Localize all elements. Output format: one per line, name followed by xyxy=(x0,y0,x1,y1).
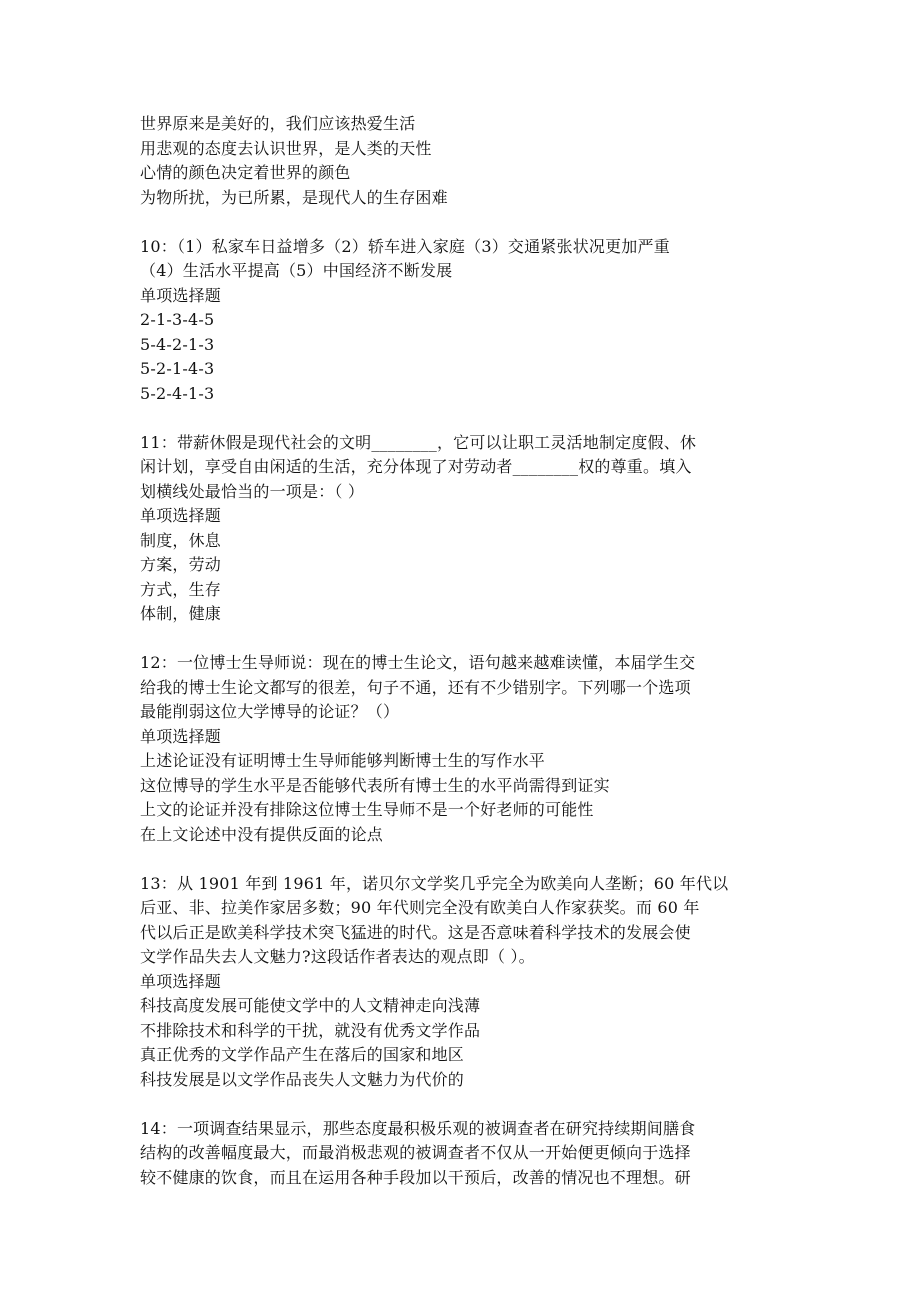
question-stem-line: 较不健康的饮食，而且在运用各种手段加以干预后，改善的情况也不理想。研 xyxy=(140,1167,691,1187)
option-line: 制度，休息 xyxy=(140,530,222,550)
question-type-label: 单项选择题 xyxy=(140,726,222,746)
option-line: 不排除技术和科学的干扰，就没有优秀文学作品 xyxy=(140,1020,481,1040)
option-line: 上文的论证并没有排除这位博士生导师不是一个好老师的可能性 xyxy=(140,800,594,819)
option-line: 2-1-3-4-5 xyxy=(140,310,215,329)
question-stem-line: 代以后正是欧美科学技术突飞猛进的时代。这是否意味着科学技术的发展会使 xyxy=(140,922,691,942)
option-line: 心情的颜色决定着世界的颜色 xyxy=(140,163,351,182)
spacer xyxy=(140,210,780,235)
option-line: 世界原来是美好的，我们应该热爱生活 xyxy=(140,114,416,133)
option-line: 上述论证没有证明博士生导师能够判断博士生的写作水平 xyxy=(140,751,546,770)
question-stem-line: 划横线处最恰当的一项是：（ ） xyxy=(140,481,365,501)
question-stem-line: 11：带薪休假是现代社会的文明________，它可以让职工灵活地制定度假、休 xyxy=(140,432,697,452)
question-stem-line: 14：一项调查结果显示，那些态度最积极乐观的被调查者在研究持续期间膳食 xyxy=(140,1118,696,1138)
option-line: 这位博导的学生水平是否能够代表所有博士生的水平尚需得到证实 xyxy=(140,775,610,795)
question-stem-line: 闲计划，享受自由闲适的生活，充分体现了对劳动者________权的尊重。填入 xyxy=(140,457,692,476)
option-line: 方式，生存 xyxy=(140,579,222,599)
option-line: 5-4-2-1-3 xyxy=(140,334,215,354)
option-line: 5-2-4-1-3 xyxy=(140,383,215,403)
question-stem-line: 给我的博士生论文都写的很差，句子不通，还有不少错别字。下列哪一个选项 xyxy=(140,677,691,697)
document-page xyxy=(140,112,780,1190)
option-line: 体制，健康 xyxy=(140,604,222,623)
spacer xyxy=(140,1092,780,1117)
option-line: 在上文论述中没有提供反面的论点 xyxy=(140,824,384,844)
question-12 xyxy=(140,651,780,847)
spacer xyxy=(140,627,780,652)
option-line: 科技高度发展可能使文学中的人文精神走向浅薄 xyxy=(140,996,481,1015)
question-type-label: 单项选择题 xyxy=(140,506,222,525)
question-type-label: 单项选择题 xyxy=(140,285,222,305)
option-line: 方案，劳动 xyxy=(140,555,222,574)
question-stem-line: 10：（1）私家车日益增多（2）轿车进入家庭（3）交通紧张状况更加严重 xyxy=(140,236,670,256)
question-stem-line: 13：从 1901 年到 1961 年，诺贝尔文学奖几乎完全为欧美向人垄断；60 年代以 xyxy=(140,873,729,893)
question-stem-line: 后亚、非、拉美作家居多数；90 年代则完全没有欧美白人作家获奖。而 60 年 xyxy=(140,898,700,917)
option-line: 用悲观的态度去认识世界，是人类的天性 xyxy=(140,138,432,158)
option-line: 5-2-1-4-3 xyxy=(140,359,215,378)
question-type-label: 单项选择题 xyxy=(140,971,222,991)
previous-question-options xyxy=(140,112,780,210)
question-11 xyxy=(140,431,780,627)
option-line: 为物所扰，为已所累，是现代人的生存困难 xyxy=(140,187,448,207)
spacer xyxy=(140,847,780,872)
question-stem-line: 12：一位博士生导师说：现在的博士生论文，语句越来越难读懂，本届学生交 xyxy=(140,653,696,672)
option-line: 科技发展是以文学作品丧失人文魅力为代价的 xyxy=(140,1069,465,1089)
question-stem-line: （4）生活水平提高（5）中国经济不断发展 xyxy=(140,261,453,280)
question-stem-line: 文学作品失去人文魅力?这段话作者表达的观点即（ ）。 xyxy=(140,947,535,966)
question-10 xyxy=(140,235,780,407)
spacer xyxy=(140,406,780,431)
option-line: 真正优秀的文学作品产生在落后的国家和地区 xyxy=(140,1045,465,1064)
question-14 xyxy=(140,1117,780,1191)
question-13 xyxy=(140,872,780,1093)
question-stem-line: 最能削弱这位大学博导的论证？（） xyxy=(140,702,400,721)
question-stem-line: 结构的改善幅度最大，而最消极悲观的被调查者不仅从一开始便更倾向于选择 xyxy=(140,1143,691,1162)
